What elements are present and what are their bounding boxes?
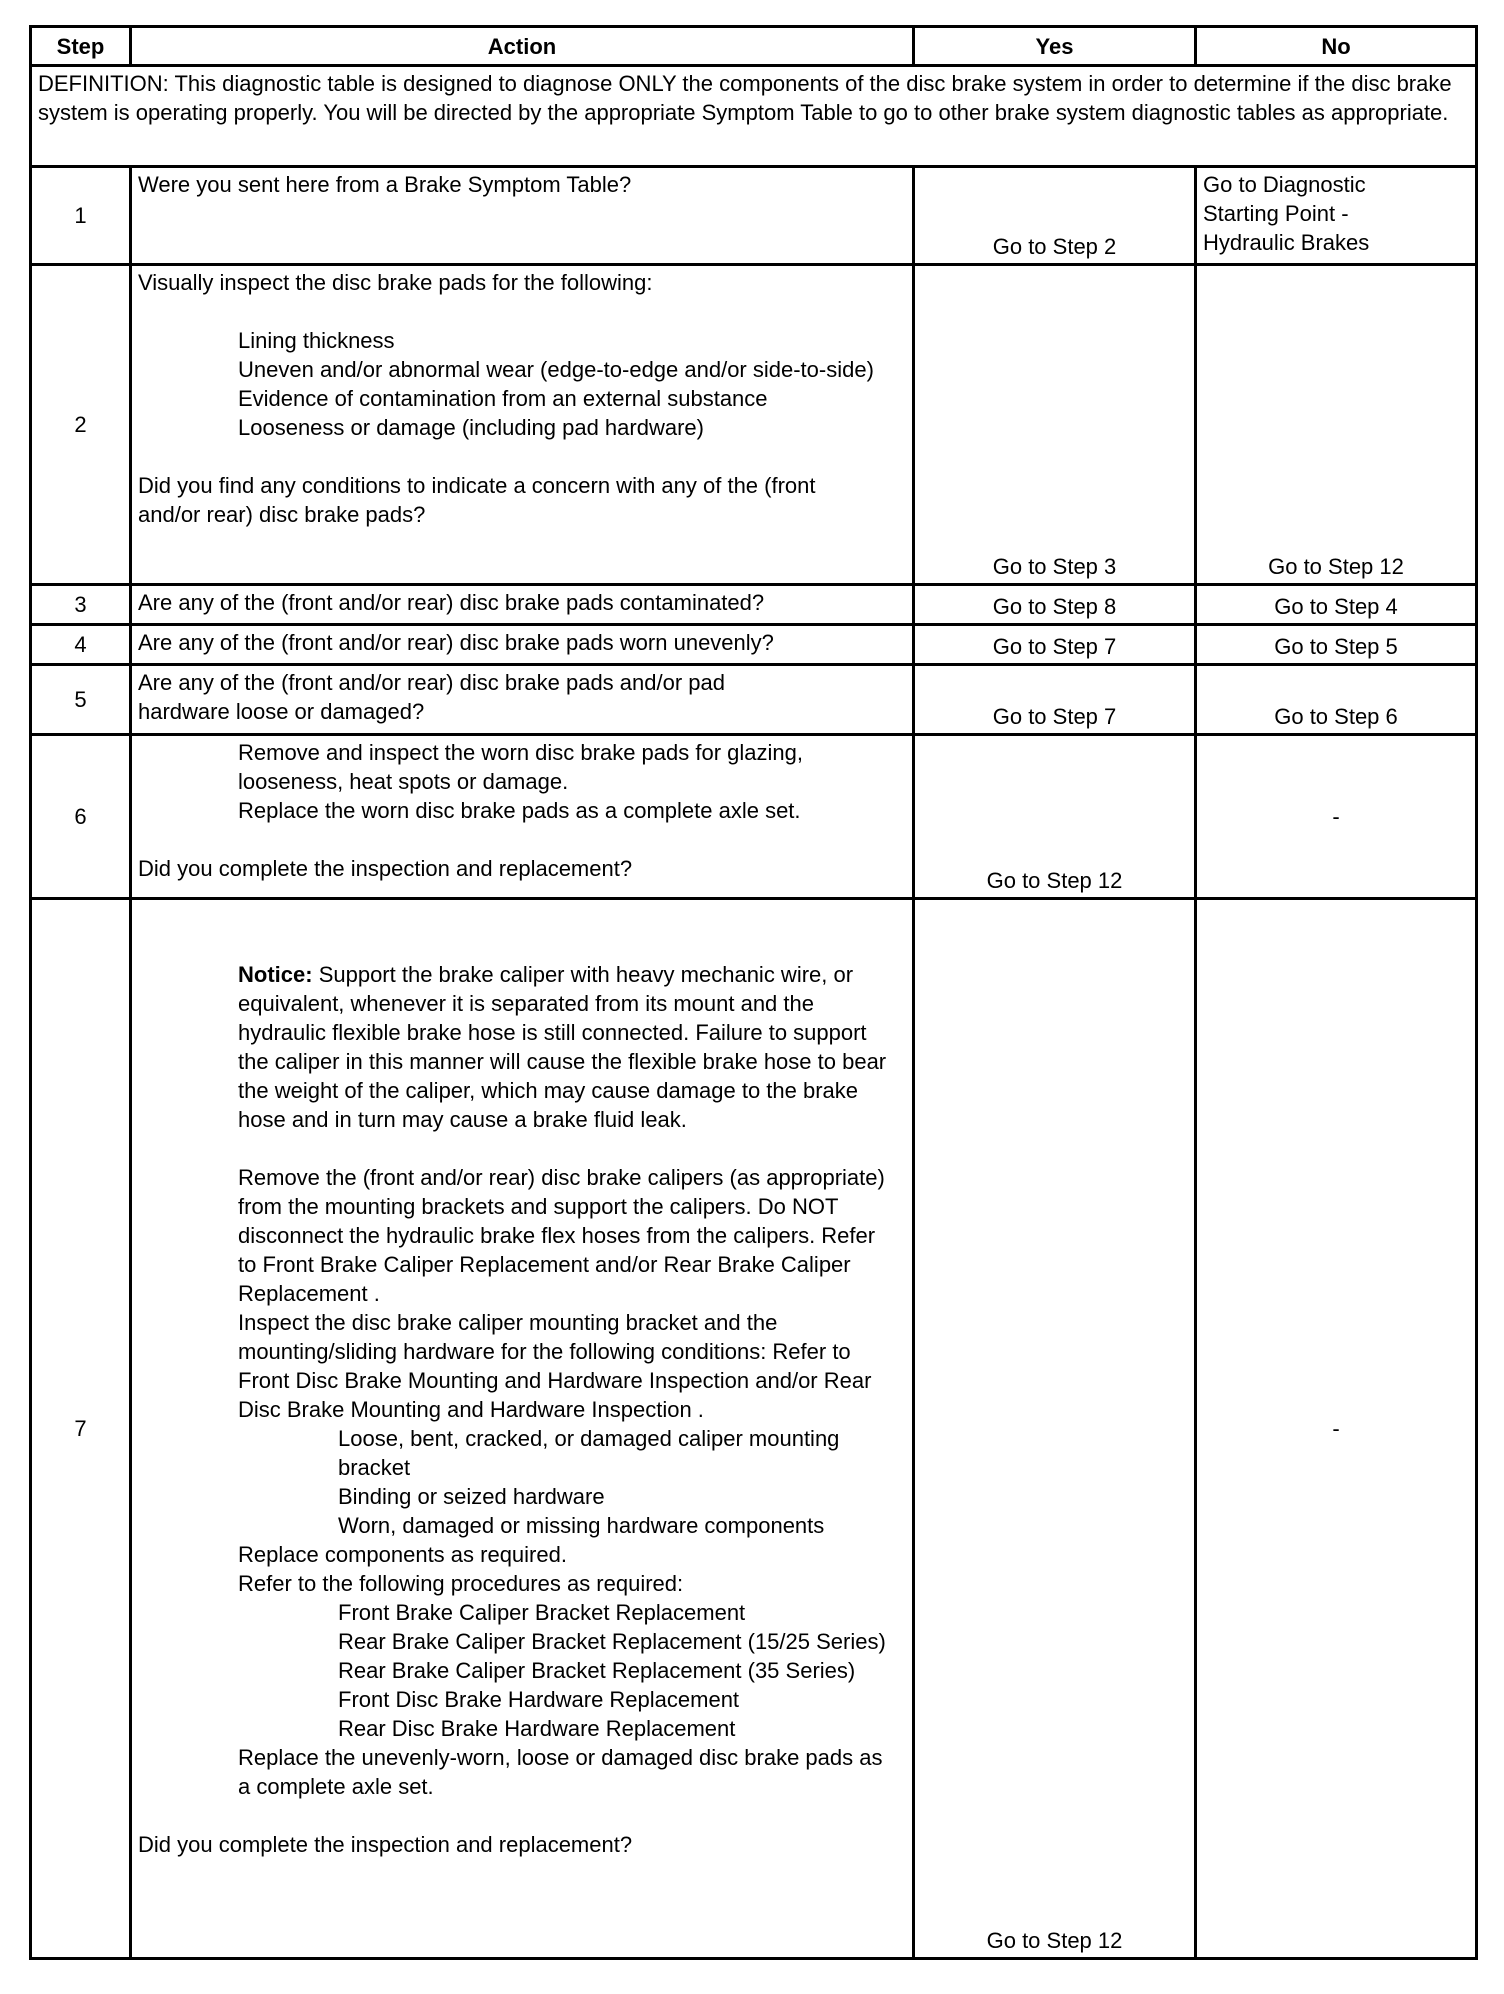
no-line: Hydraulic Brakes: [1203, 230, 1370, 255]
question-text: Are any of the (front and/or rear) disc brake pads and/or pad hardware loose or damaged?: [131, 665, 914, 735]
condition-item: Worn, damaged or missing hardware components: [338, 1513, 825, 1538]
table-row: [31, 585, 1477, 625]
inspection-item: Looseness or damage (including pad hardware): [238, 415, 704, 440]
no-cell: Go to Step 5: [1196, 625, 1477, 665]
no-cell: Go to Step 4: [1196, 585, 1477, 625]
header-action: Action: [131, 27, 914, 66]
inspection-item: Evidence of contamination from an external substance: [238, 386, 768, 411]
no-line: Starting Point -: [1203, 201, 1349, 226]
table-row: [31, 665, 1477, 735]
procedure-item: Front Disc Brake Hardware Replacement: [338, 1687, 740, 1712]
question-text: Did you complete the inspection and replacement?: [138, 856, 633, 881]
no-cell: -: [1196, 899, 1477, 1959]
table-row: [31, 899, 1477, 1959]
step-number: 6: [31, 735, 131, 899]
notice-text: Support the brake caliper with heavy mechanic wire, or equivalent, whenever it is separated from its mount and the hydraulic flexible brake hose is still connected. Failure to support the caliper in this manner will cause the flexible brake hose to bear the weight of the caliper, which may cause damage to the brake hose and in turn may cause a brake fluid leak.: [238, 962, 887, 1132]
header-step: Step: [31, 27, 131, 66]
action-cell: [131, 735, 914, 899]
question-text: Did you find any conditions to indicate a concern with any of the (front and/or rear) disc brake pads?: [138, 473, 816, 527]
action-cell: [131, 167, 914, 265]
yes-cell: Go to Step 2: [914, 167, 1196, 265]
table-row: [31, 735, 1477, 899]
header-yes: Yes: [914, 27, 1196, 66]
yes-cell: Go to Step 3: [914, 265, 1196, 585]
yes-cell: Go to Step 12: [914, 899, 1196, 1959]
yes-cell: Go to Step 12: [914, 735, 1196, 899]
table-row: [31, 625, 1477, 665]
no-cell: [1196, 167, 1477, 265]
no-cell: -: [1196, 735, 1477, 899]
step-number: 1: [31, 167, 131, 265]
header-row: [31, 27, 1477, 66]
question-text: Are any of the (front and/or rear) disc brake pads worn unevenly?: [131, 625, 914, 665]
diagnostic-table: [29, 25, 1478, 1960]
no-cell: Go to Step 12: [1196, 265, 1477, 585]
step-number: 7: [31, 899, 131, 1959]
step-number: 3: [31, 585, 131, 625]
intro-text: Visually inspect the disc brake pads for the following:: [138, 270, 653, 295]
question-text: Did you complete the inspection and replacement?: [138, 1832, 633, 1857]
header-no: No: [1196, 27, 1477, 66]
definition-row: [31, 66, 1477, 167]
procedure-item: Rear Disc Brake Hardware Replacement: [338, 1716, 736, 1741]
no-line: Go to Diagnostic: [1203, 172, 1366, 197]
yes-cell: Go to Step 7: [914, 625, 1196, 665]
replace-pads-text: Replace the unevenly-worn, loose or damaged disc brake pads as a complete axle set.: [238, 1745, 883, 1799]
no-cell: Go to Step 6: [1196, 665, 1477, 735]
step-number: 4: [31, 625, 131, 665]
question-text: Were you sent here from a Brake Symptom Table?: [138, 172, 632, 197]
inspect-instruction: Inspect the disc brake caliper mounting bracket and the mounting/sliding hardware for the following conditions: Refer to Front Disc Brake Mounting and Hardware Inspection and/or Rear Disc Brake Mounting and Hardware Inspection .: [238, 1310, 872, 1422]
definition-text: DEFINITION: This diagnostic table is designed to diagnose ONLY the components of the disc brake system in order to determine if the disc brake system is operating properly. You will be directed by the appropriate Symptom Table to go to other brake system diagnostic tables as appropriate.: [31, 66, 1477, 167]
action-cell: [131, 265, 914, 585]
remove-instruction: Remove the (front and/or rear) disc brake calipers (as appropriate) from the mounting brackets and support the calipers. Do NOT disconnect the hydraulic brake flex hoses from the calipers. Refer to Front Brake Caliper Replacement and/or Rear Brake Caliper Replacement .: [238, 1165, 885, 1306]
condition-item: Binding or seized hardware: [338, 1484, 605, 1509]
action-cell: [131, 899, 914, 1959]
condition-item: Loose, bent, cracked, or damaged caliper mounting bracket: [338, 1426, 840, 1480]
notice-label: Notice:: [238, 962, 313, 987]
inspection-item: Uneven and/or abnormal wear (edge-to-edge and/or side-to-side): [238, 357, 874, 382]
instruction-text: Replace the worn disc brake pads as a complete axle set.: [238, 798, 801, 823]
replace-components-text: Replace components as required.: [238, 1542, 567, 1567]
question-text: Are any of the (front and/or rear) disc brake pads contaminated?: [131, 585, 914, 625]
refer-procedures-text: Refer to the following procedures as required:: [238, 1571, 684, 1596]
instruction-text: Remove and inspect the worn disc brake pads for glazing, looseness, heat spots or damage.: [238, 740, 803, 794]
table-row: [31, 167, 1477, 265]
yes-cell: Go to Step 7: [914, 665, 1196, 735]
procedure-item: Front Brake Caliper Bracket Replacement: [338, 1600, 746, 1625]
step-number: 5: [31, 665, 131, 735]
yes-cell: Go to Step 8: [914, 585, 1196, 625]
procedure-item: Rear Brake Caliper Bracket Replacement (15/25 Series) Rear Brake Caliper Bracket Replacement (35 Series): [338, 1629, 886, 1683]
table-row: [31, 265, 1477, 585]
notice-block: [238, 960, 896, 1134]
step-number: 2: [31, 265, 131, 585]
inspection-item: Lining thickness: [238, 328, 395, 353]
